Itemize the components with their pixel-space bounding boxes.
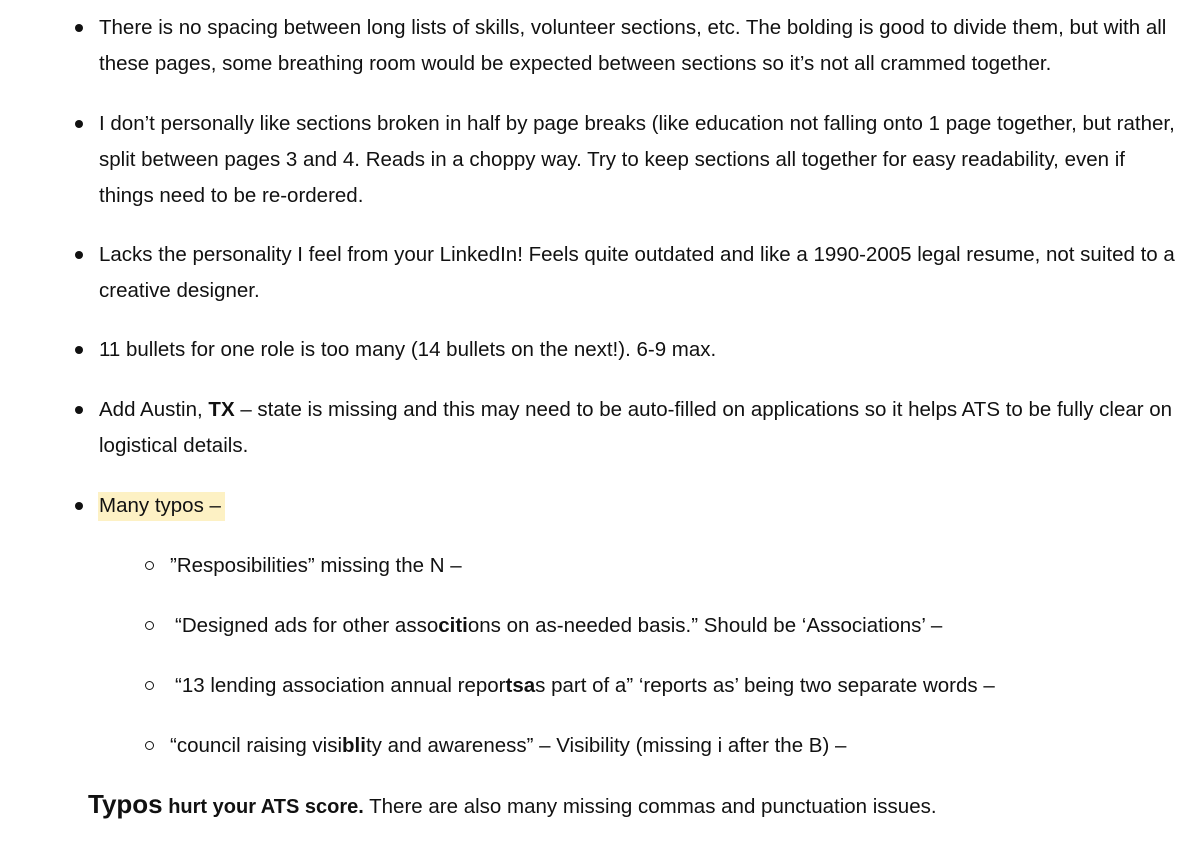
bullet-text-pre: Add Austin, xyxy=(99,398,209,421)
sub-bullet-ring xyxy=(145,741,154,750)
sub-bullet-ring xyxy=(145,561,154,570)
typo-text-bold: tsa xyxy=(505,674,536,697)
bullet-text: I don’t personally like sections broken in half by page breaks (like education not falling onto 1 page together, but rather, split between pages 3 and 4. Reads in a choppy way. Try to keep sections all together for easy readability, even if things need to be re-ordered. xyxy=(99,112,1175,207)
bullet-dot xyxy=(75,502,83,510)
bullet-dot xyxy=(75,406,83,414)
bullet-text: Lacks the personality I feel from your LinkedIn! Feels quite outdated and like a 1990-2005 legal resume, not suited to a creative designer. xyxy=(99,243,1175,302)
bullet-dot xyxy=(75,24,83,32)
highlighted-text: Many typos – xyxy=(98,492,225,521)
typo-item xyxy=(170,548,1170,584)
typo-item xyxy=(175,668,1175,704)
bullet-text: 11 bullets for one role is too many (14 bullets on the next!). 6-9 max. xyxy=(99,338,717,361)
sub-bullet-ring xyxy=(145,681,154,690)
typo-item xyxy=(175,608,1175,644)
bullet-item-bullet-count xyxy=(99,332,1179,368)
bullet-item-spacing xyxy=(99,10,1179,82)
typo-text-post: s part of a” ‘reports as’ being two separate words – xyxy=(535,674,995,697)
bullet-text: There is no spacing between long lists of skills, volunteer sections, etc. The bolding is good to divide them, but with all these pages, some breathing room would be expected between sections so it’s not all crammed together. xyxy=(99,16,1167,75)
typo-item xyxy=(170,728,1170,764)
bullet-text-post: – state is missing and this may need to be auto-filled on applications so it helps ATS to be fully clear on logistical details. xyxy=(99,398,1173,457)
typo-text-post: ons on as-needed basis.” Should be ‘Associations’ – xyxy=(467,614,943,637)
typo-text-bold: bli xyxy=(342,734,366,757)
bullet-dot xyxy=(75,120,83,128)
typo-text-post: ty and awareness” – Visibility (missing i after the B) – xyxy=(365,734,847,757)
summary-rest: There are also many missing commas and punctuation issues. xyxy=(363,795,937,818)
bullet-item-personality xyxy=(99,237,1179,309)
bullet-dot xyxy=(75,346,83,354)
typo-text-bold: citi xyxy=(438,614,468,637)
bullet-item-location xyxy=(99,392,1179,464)
typo-text-pre: “13 lending association annual repor xyxy=(175,674,506,697)
sub-bullet-ring xyxy=(145,621,154,630)
typo-text-pre: “Designed ads for other asso xyxy=(175,614,439,637)
summary-bold: hurt your ATS score. xyxy=(162,796,364,818)
summary-heading: Typos xyxy=(88,789,163,819)
typo-text-pre: “council raising visi xyxy=(170,734,343,757)
bullet-text-bold: TX xyxy=(208,398,235,421)
summary-line xyxy=(88,786,937,825)
bullet-dot xyxy=(75,251,83,259)
typo-text-pre: ”Resposibilities” missing the N – xyxy=(170,554,462,577)
bullet-item-typos xyxy=(99,488,1179,524)
bullet-item-page-breaks xyxy=(99,106,1179,214)
